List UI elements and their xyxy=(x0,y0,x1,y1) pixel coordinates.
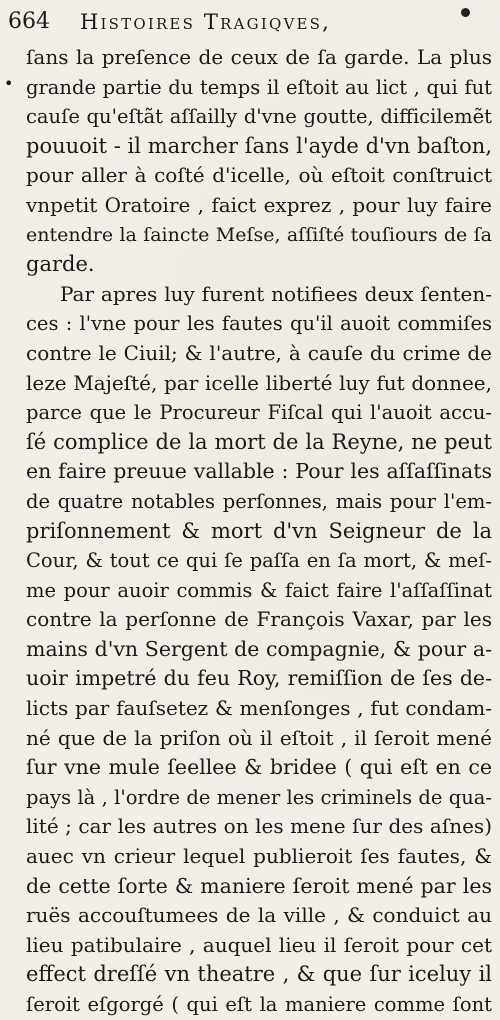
text-line: grande partie du temps il eſtoit au lict , qui fut xyxy=(26,75,492,99)
text-line: ſur vne mule ſeellee & bridee ( qui eſt en ce xyxy=(26,755,492,780)
text-line: contre le Ciuil; & l'autre, à cauſe du crime de xyxy=(26,340,492,365)
text-line: auec vn crieur lequel publieroit ſes fautes, & xyxy=(26,844,492,869)
paragraph-first-line: Par apres luy furent notifiees deux ſenten- xyxy=(60,281,492,306)
text-line: en faire preuue vallable : Pour les aſſaſſinats xyxy=(26,459,492,484)
text-line: de quatre notables perſonnes, mais pour l'em- xyxy=(26,489,492,513)
text-line: pour aller à coſté d'icelle, où eſtoit conſtruict xyxy=(26,163,492,188)
text-line: contre la perſonne de François Vaxar, par les xyxy=(26,607,492,632)
text-line: mains d'vn Sergent de compagnie, & pour a- xyxy=(26,636,492,661)
text-line: priſonnement & mort d'vn Seigneur de la xyxy=(26,518,492,543)
text-line: ruës accouſtumees de la ville , & conduict au xyxy=(26,903,492,928)
text-line: pays là , l'ordre de mener les criminels de qua- xyxy=(26,785,492,809)
text-line: ces : l'vne pour les fautes qu'il auoit commiſes xyxy=(26,312,492,336)
text-line: pouuoit - il marcher ſans l'ayde d'vn baſton, xyxy=(26,133,492,158)
text-line: uoir impetré du feu Roy, remiſſion de ſes de- xyxy=(26,666,492,691)
text-line: leze Majeſté, par icelle liberté luy fut donnee, xyxy=(26,370,492,395)
text-line: garde. xyxy=(26,252,95,277)
text-line: ſeroit eſgorgé ( qui eſt la maniere comme ſont xyxy=(26,993,492,1016)
page-number: 664 xyxy=(8,9,50,34)
text-line: vnpetit Oratoire , faict exprez , pour luy faire xyxy=(26,192,492,217)
text-line: Cour, & tout ce qui ſe paſſa en ſa mort, & meſ- xyxy=(26,549,492,573)
body-text xyxy=(26,43,492,1020)
text-line: entendre la ſaincte Meſse, aſſiſté touſiours de ſa xyxy=(26,223,492,246)
page-header xyxy=(8,8,486,36)
text-line: lieu patibulaire , auquel lieu il ſeroit pour cet xyxy=(26,932,492,957)
text-line: lité ; car les autres on les mene ſur des aſnes) xyxy=(26,814,492,839)
text-line: ſé complice de la mort de la Reyne, ne peut xyxy=(26,429,492,454)
margin-bullet: • xyxy=(4,74,14,93)
text-line: né que de la priſon où il eſtoit , il ſeroit mené xyxy=(26,725,492,750)
text-line: me pour auoir commis & faict faire l'aſſaſſinat xyxy=(26,578,492,602)
text-line: parce que le Procureur Fiſcal qui l'auoit accu- xyxy=(26,401,492,425)
text-line: ſans la preſence de ceux de ſa garde. La plus xyxy=(26,45,492,69)
text-line: cauſe qu'eſtãt aſſailly d'vne goutte, difficilemẽt xyxy=(26,105,492,129)
text-line: de cette ſorte & maniere ſeroit mené par les xyxy=(26,873,492,898)
text-line: effect dreſſé vn theatre , & que ſur iceluy il xyxy=(26,962,492,987)
running-head: Histoires Tragiqves, xyxy=(80,10,332,34)
text-line: licts par fauſsetez & menſonges , fut condam- xyxy=(26,696,492,721)
ink-dot xyxy=(461,8,470,17)
